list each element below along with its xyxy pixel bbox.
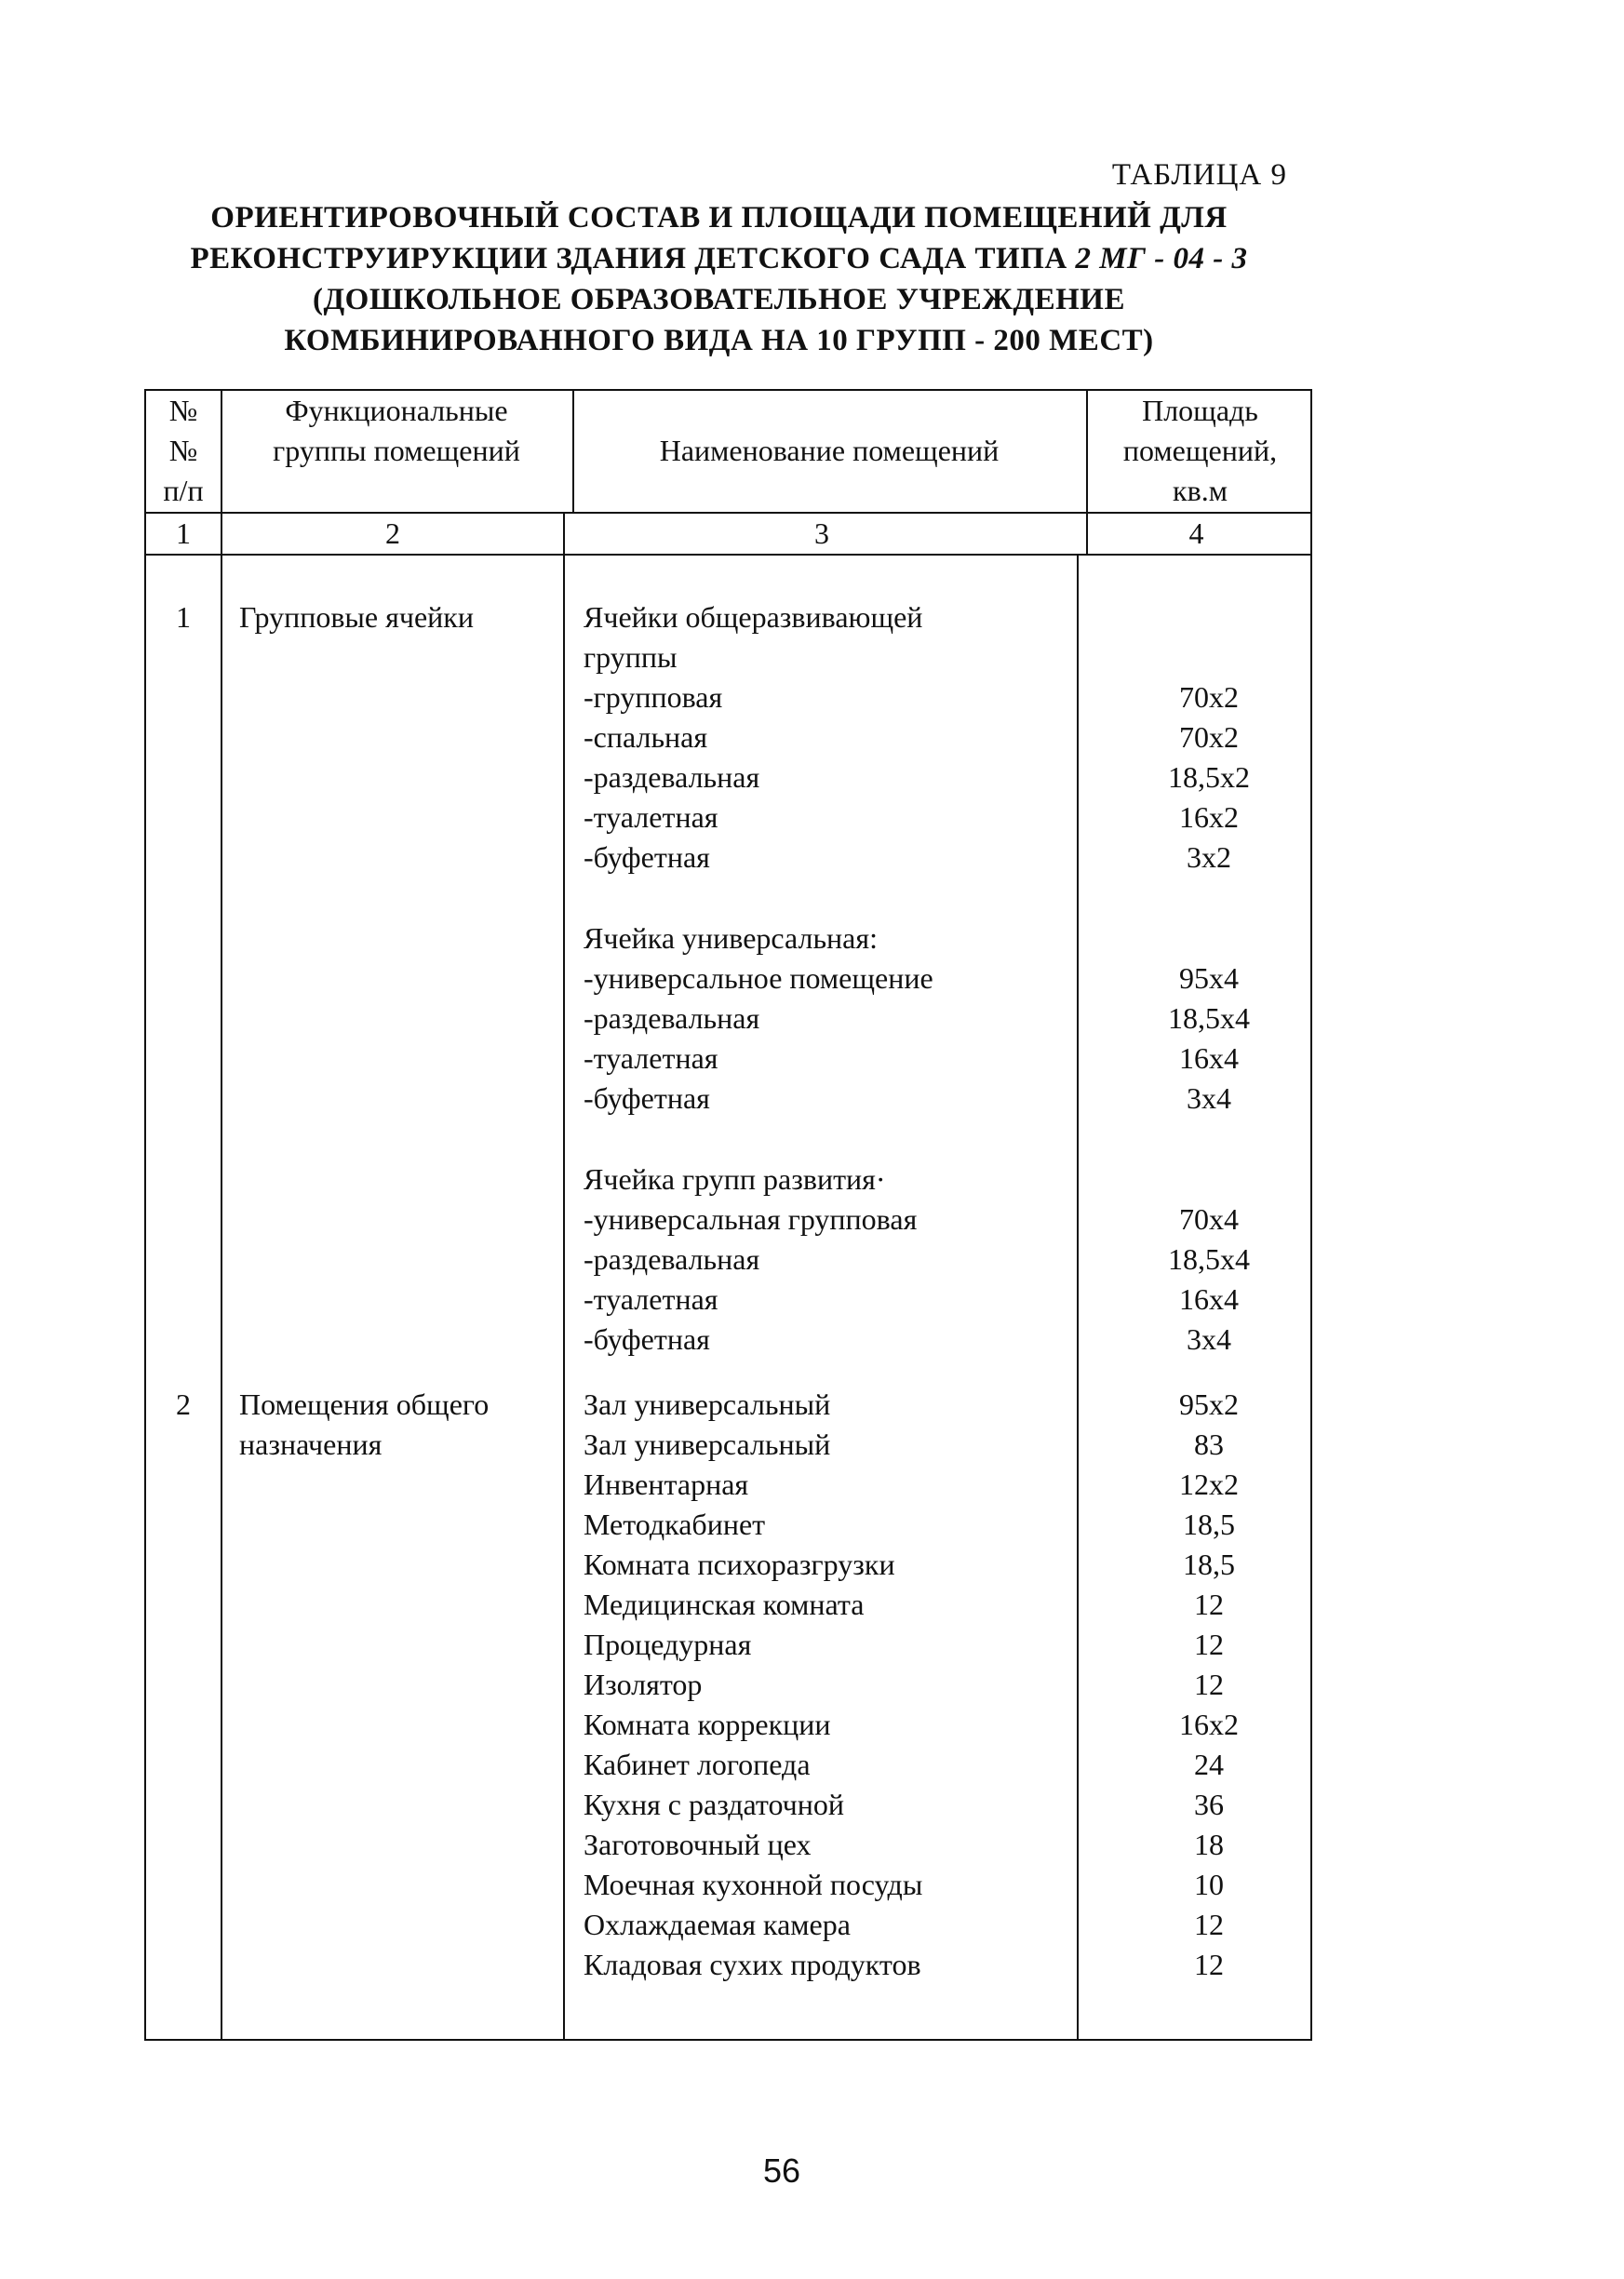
room-name: Ячейки общеразвивающей <box>584 600 923 634</box>
room-area: 3х4 <box>1187 1081 1231 1115</box>
room-area: 18,5 <box>1183 1548 1235 1581</box>
room-name: -групповая <box>584 680 723 714</box>
col-divider-2 <box>563 512 565 2041</box>
room-name: Инвентарная <box>584 1468 749 1501</box>
header-col4-line3: кв.м <box>1173 474 1228 507</box>
room-area: 12 <box>1194 1628 1224 1661</box>
title-line-1: ОРИЕНТИРОВОЧНЫЙ СОСТАВ И ПЛОЩАДИ ПОМЕЩЕНИЙ ДЛЯ <box>210 201 1228 235</box>
header-col1-line2: № <box>168 434 198 467</box>
room-area: 3х4 <box>1187 1322 1231 1356</box>
room-name: Моечная кухонной посуды <box>584 1868 923 1901</box>
room-name: Заготовочный цех <box>584 1828 812 1861</box>
room-area: 18,5х4 <box>1168 1001 1250 1035</box>
room-name: Комната коррекции <box>584 1708 831 1741</box>
room-name: Изолятор <box>584 1668 703 1701</box>
header-col4-line2: помещений, <box>1122 434 1278 467</box>
title-line-2a: РЕКОНСТРУИРУКЦИИ ЗДАНИЯ ДЕТСКОГО САДА ТИПА <box>190 242 1067 275</box>
table-label: ТАБЛИЦА 9 <box>1111 158 1287 192</box>
room-name: -буфетная <box>584 1081 710 1115</box>
room-area: 12 <box>1194 1948 1224 1981</box>
group-name-line2: назначения <box>239 1428 383 1461</box>
room-area: 70х2 <box>1179 720 1239 754</box>
room-area: 16х2 <box>1179 1708 1239 1741</box>
column-number-3: 3 <box>814 516 829 550</box>
room-name: Методкабинет <box>584 1508 766 1541</box>
room-area: 95х4 <box>1179 961 1239 995</box>
column-number-divider <box>146 554 1310 556</box>
group-name-line1: Помещения общего <box>239 1388 490 1421</box>
header-col4-line1: Площадь <box>1142 394 1258 427</box>
header-col-room-names: Наименование помещений <box>659 434 1000 467</box>
group-number: 1 <box>176 600 191 634</box>
room-name: -раздевальная <box>584 1242 760 1276</box>
room-area: 12 <box>1194 1668 1224 1701</box>
room-name: -туалетная <box>584 1041 718 1075</box>
room-name: группы <box>584 640 678 674</box>
room-area: 16х2 <box>1179 800 1239 834</box>
group-name <box>239 1385 489 1465</box>
title-line-4: КОМБИНИРОВАННОГО ВИДА НА 10 ГРУПП - 200 МЕСТ) <box>284 324 1154 357</box>
room-area: 18,5х2 <box>1168 760 1250 794</box>
room-name: Медицинская комната <box>584 1588 865 1621</box>
title-line-2 <box>140 238 1298 279</box>
page-number: 56 <box>762 2152 801 2190</box>
header-col1-line3: п/п <box>163 474 204 507</box>
room-name: -буфетная <box>584 840 710 874</box>
column-number-2: 2 <box>385 516 400 550</box>
room-area: 83 <box>1194 1428 1224 1461</box>
col-divider-1 <box>221 391 222 2041</box>
room-name: Ячейка групп развития· <box>584 1162 886 1196</box>
column-number-1: 1 <box>176 516 191 550</box>
room-name: Зал универсальный <box>584 1388 831 1421</box>
room-area: 12 <box>1194 1588 1224 1621</box>
room-area: 18,5х4 <box>1168 1242 1250 1276</box>
room-area: 24 <box>1194 1748 1224 1781</box>
room-name: Зал универсальный <box>584 1428 831 1461</box>
title-line-3: (ДОШКОЛЬНОЕ ОБРАЗОВАТЕЛЬНОЕ УЧРЕЖДЕНИЕ <box>312 283 1125 316</box>
room-name: -универсальная групповая <box>584 1202 918 1236</box>
header-col2-line2: группы помещений <box>273 434 520 467</box>
room-area: 16х4 <box>1179 1041 1239 1075</box>
header-col1-line1: № <box>168 394 198 427</box>
room-area: 70х2 <box>1179 680 1239 714</box>
room-area: 36 <box>1194 1788 1224 1821</box>
document-title <box>140 197 1298 361</box>
room-area: 18,5 <box>1183 1508 1235 1541</box>
room-name: Охлаждаемая камера <box>584 1908 851 1941</box>
room-name: Кладовая сухих продуктов <box>584 1948 921 1981</box>
header-col-area <box>1086 391 1314 511</box>
title-line-2b: 2 МГ - 04 - 3 <box>1075 242 1248 275</box>
room-name: Кухня с раздаточной <box>584 1788 844 1821</box>
header-col-number <box>146 391 221 511</box>
room-area: 70х4 <box>1179 1202 1239 1236</box>
rooms-table <box>144 389 1312 2041</box>
room-name: -туалетная <box>584 800 718 834</box>
group-number: 2 <box>176 1388 191 1421</box>
room-area: 16х4 <box>1179 1282 1239 1316</box>
room-name: -раздевальная <box>584 760 760 794</box>
room-name: Кабинет логопеда <box>584 1748 811 1781</box>
room-area: 18 <box>1194 1828 1224 1861</box>
room-area: 12 <box>1194 1908 1224 1941</box>
room-area: 10 <box>1194 1868 1224 1901</box>
room-name: Процедурная <box>584 1628 752 1661</box>
room-name: -раздевальная <box>584 1001 760 1035</box>
room-area: 3х2 <box>1187 840 1231 874</box>
room-name: -буфетная <box>584 1322 710 1356</box>
group-name: Групповые ячейки <box>239 600 474 634</box>
header-col-groups <box>221 391 572 471</box>
room-name: Ячейка универсальная: <box>584 921 878 955</box>
room-area: 12х2 <box>1179 1468 1239 1501</box>
room-name: -спальная <box>584 720 708 754</box>
header-col2-line1: Функциональные <box>285 394 508 427</box>
room-name: -туалетная <box>584 1282 718 1316</box>
room-name: Комната психоразгрузки <box>584 1548 895 1581</box>
column-number-4: 4 <box>1188 516 1204 550</box>
room-name: -универсальное помещение <box>584 961 933 995</box>
room-area: 95х2 <box>1179 1388 1239 1421</box>
